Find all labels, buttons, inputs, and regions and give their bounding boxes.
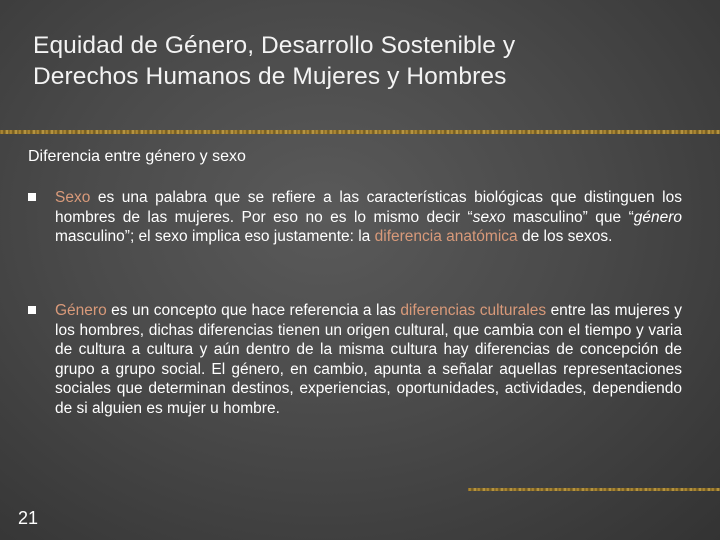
square-bullet-icon bbox=[28, 193, 36, 201]
slide-subtitle: Diferencia entre género y sexo bbox=[28, 148, 246, 165]
paragraph-text: es un concepto que hace referencia a las bbox=[106, 302, 401, 319]
highlighted-term: diferencia anatómica bbox=[374, 228, 518, 245]
paragraph-text: sexo bbox=[472, 208, 506, 226]
paragraph-text: género bbox=[633, 208, 682, 226]
slide-title bbox=[33, 30, 673, 92]
square-bullet-icon bbox=[28, 306, 36, 314]
bullet-paragraph bbox=[55, 188, 682, 247]
paragraph-text: masculino” que “ bbox=[505, 208, 634, 226]
highlighted-term: Género bbox=[55, 302, 107, 319]
title-line-2: Derechos Humanos de Mujeres y Hombres bbox=[33, 63, 507, 90]
bullet-paragraph bbox=[55, 301, 682, 418]
top-divider bbox=[0, 130, 720, 134]
paragraph-text: de los sexos. bbox=[517, 228, 613, 245]
title-line-1: Equidad de Género, Desarrollo Sostenible y bbox=[33, 32, 516, 59]
bullet-item-sexo bbox=[28, 188, 684, 247]
paragraph-text: masculino”; el sexo implica eso justamente: la bbox=[55, 228, 375, 245]
highlighted-term: Sexo bbox=[55, 189, 91, 206]
page-number: 21 bbox=[18, 508, 39, 528]
bottom-divider bbox=[468, 488, 720, 491]
highlighted-term: diferencias culturales bbox=[400, 302, 547, 319]
bullet-item-genero bbox=[28, 301, 684, 418]
paragraph-text: es una palabra que se refiere a las características biológicas que distinguen los hombres de las mujeres. Por eso no es lo mismo decir “ bbox=[55, 189, 682, 226]
paragraph-text: entre las mujeres y los hombres, dichas diferencias tienen un origen cultural, que cambia con el tiempo y varia de cultura a cultura y aún dentro de la misma cultura hay diferencias de concepción de grupo a grupo social. El género, en cambio, apunta a señalar aquellas representaciones sociales que determinan destinos, experiencias, oportunidades, actividades, dependiendo de si alguien es mujer u hombre. bbox=[55, 302, 683, 417]
